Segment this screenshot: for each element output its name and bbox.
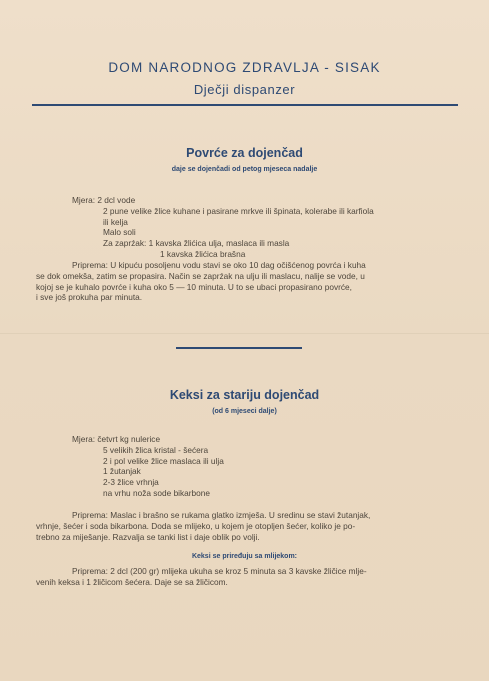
recipe1-line: 2 pune velike žlice kuhane i pasirane mrkve ili špinata, kolerabe ili karfiola xyxy=(103,205,374,216)
recipe2-line: trebno za miješanje. Razvalja se tanki list i daje oblik po volji. xyxy=(36,531,260,542)
recipe2-line: Mjera: četvrt kg nulerice xyxy=(72,434,161,444)
recipe1-line: se dok omekša, zatim se propasira. Način se zaprźak na ulju ili maslacu, nalije se vode, u xyxy=(36,270,365,281)
recipe2-line: 5 velikih žlica kristal - šećera xyxy=(103,444,209,455)
recipe2-line: 2 i pol velike žlice maslaca ili ulja xyxy=(103,455,224,466)
recipe2-note xyxy=(36,566,456,588)
recipe1-subtitle: daje se dojenčadi od petog mjeseca nadalje xyxy=(171,166,318,173)
recipe2-title: Keksi za stariju dojenčad xyxy=(169,388,320,402)
recipe1-line: Za zaprźak: 1 kavska žlićica ulja, maslaca ili masla xyxy=(103,238,290,249)
recipe2-note-line: venih keksa i 1 žličicom šećera. Daje se sa žličicom. xyxy=(36,576,228,587)
recipe2-line: Priprema: Maslac i brašno se rukama glatko izmješa. U sredinu se stavi žutanjak, xyxy=(72,510,371,520)
recipe1-line: Priprema: U kipuću posoljenu vodu stavi se oko 10 dag očišćenog povrća i kuha xyxy=(72,260,366,270)
recipe1-line: Malo soli xyxy=(103,227,136,238)
recipe1-line: kojoj se je kuhalo povrće i kuha oko 5 — 10 minuta. U to se ubaci propasirano povrće, xyxy=(36,281,352,292)
recipe2-line: na vrhu noža sode bikarbone xyxy=(103,487,211,498)
recipe2-line: 1 žutanjak xyxy=(103,466,141,477)
department-subtitle: Dječji dispanzer xyxy=(193,82,296,97)
recipe2-measures xyxy=(72,434,224,499)
recipe2-subtitle: (od 6 mjeseci dalje) xyxy=(212,408,277,415)
recipe1-line: i sve još prokuha par minuta. xyxy=(36,292,143,303)
recipe2-line: 2-3 žlice vrhnja xyxy=(103,477,159,488)
header-rule xyxy=(32,104,458,106)
recipe2-instructions xyxy=(36,510,456,542)
recipe1-title: Povrće za dojenčad xyxy=(186,146,303,160)
recipe1-instructions xyxy=(36,260,456,303)
recipe1-line: ili kelja xyxy=(103,216,128,227)
recipe2-note-heading: Keksi se priređuju sa mlijekom: xyxy=(191,553,298,560)
paper-fold xyxy=(0,333,489,334)
recipe2-note-line: Priprema: 2 dcl (200 gr) mlijeka ukuha se kroz 5 minuta sa 3 kavske žličice mlje- xyxy=(72,566,367,576)
recipe2-line: vrhnje, šećer i soda bikarbona. Doda se mlijeko, u kojem je otopljen šećer, koliko je po- xyxy=(36,520,356,531)
recipe1-line: Mjera: 2 dcl vode xyxy=(72,195,136,205)
recipe1-measures xyxy=(72,195,374,260)
recipe1-line: 1 kavska žlićica brašna xyxy=(160,248,246,259)
institution-title: DOM NARODNOG ZDRAVLJA - SISAK xyxy=(108,60,381,75)
section-divider xyxy=(176,347,302,349)
